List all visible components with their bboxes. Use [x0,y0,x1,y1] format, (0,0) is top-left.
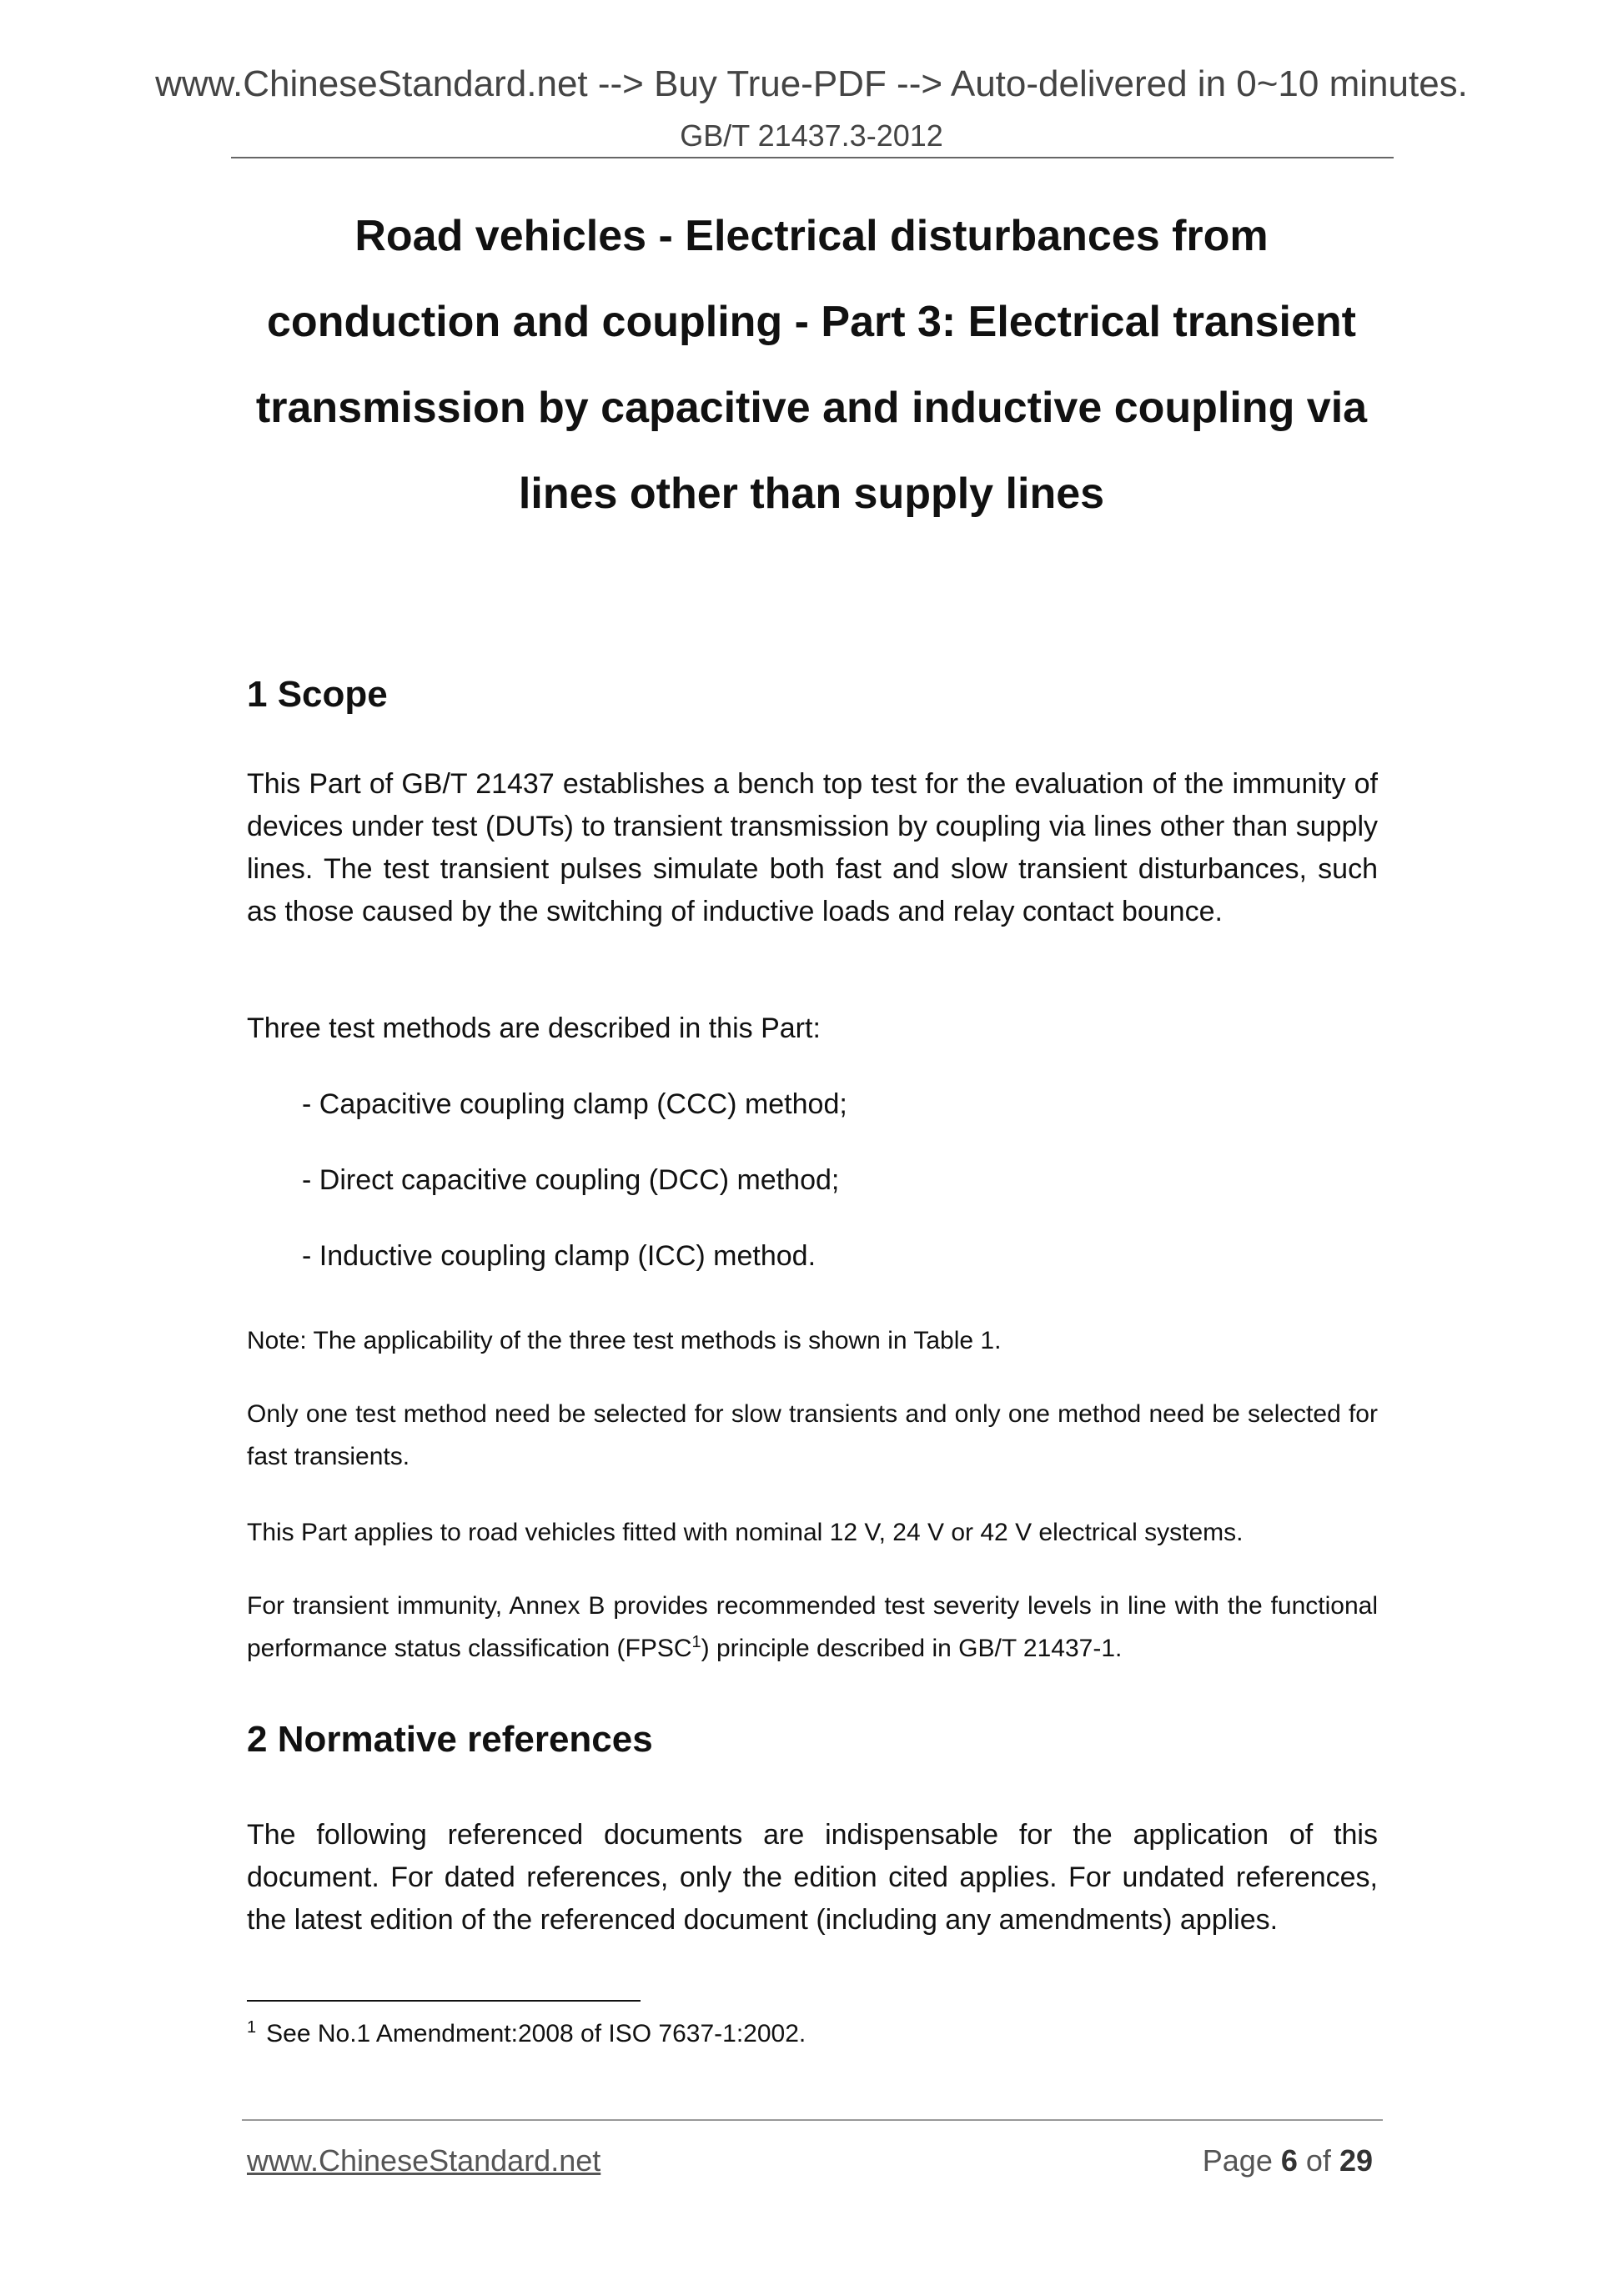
method-item: - Direct capacitive coupling (DCC) method; [302,1164,840,1196]
method-item: - Capacitive coupling clamp (CCC) method; [302,1088,847,1120]
title-line: Road vehicles - Electrical disturbances from [354,212,1269,260]
page-total: 29 [1339,2143,1373,2178]
note-text: Note: The applicability of the three test methods is shown in Table 1. [247,1327,1002,1354]
standard-code: GB/T 21437.3-2012 [680,118,943,153]
footnote-divider [247,2000,641,2002]
applicability-paragraph: This Part applies to road vehicles fitted with nominal 12 V, 24 V or 42 V electrical systems. [247,1519,1244,1546]
document-title [200,193,1423,537]
header-banner[interactable]: www.ChineseStandard.net --> Buy True-PDF --> Auto-delivered in 0~10 minutes. [155,63,1468,104]
method-selection-paragraph: Only one test method need be selected for slow transients and only one method need be selected for fast transients. [247,1400,1378,1470]
severity-text-b: ) principle described in GB/T 21437-1. [701,1635,1123,1662]
scope-paragraph: This Part of GB/T 21437 establishes a bench top test for the evaluation of the immunity of devices under test (DUTs) to transient transmission by coupling via lines other than supply lines. The test transient pulses simulate both fast and slow transient disturbances, such as those caused by the switching of inductive loads and relay contact bounce. [247,768,1378,927]
section-heading-scope: 1 Scope [247,674,388,715]
footnote [247,2018,806,2048]
title-line: lines other than supply lines [518,470,1105,518]
normative-references-paragraph: The following referenced documents are indispensable for the application of this document. For dated references, only the edition cited applies. For undated references, the latest edition of the referenced document (including any amendments) applies. [247,1819,1378,1936]
severity-paragraph [247,1585,1378,1670]
header-divider [231,157,1394,158]
severity-text-a: For transient immunity, Annex B provides recommended test severity levels in line with the functional performance status classification (FPSC [247,1592,1378,1662]
footer-site-link[interactable]: www.ChineseStandard.net [247,2143,601,2178]
page-of: of [1305,2143,1331,2178]
section-heading-normative-references: 2 Normative references [247,1719,653,1760]
page-prefix: Page [1202,2143,1273,2178]
footnote-mark: 1 [247,2018,257,2037]
title-line: transmission by capacitive and inductive coupling via [255,384,1368,432]
page-number [1203,2143,1373,2178]
methods-intro: Three test methods are described in this Part: [247,1012,821,1044]
footer-divider [242,2119,1383,2121]
footnote-text: See No.1 Amendment:2008 of ISO 7637-1:2002. [266,2020,806,2047]
title-line: conduction and coupling - Part 3: Electrical transient [267,298,1356,346]
footnote-reference[interactable]: 1 [691,1633,701,1651]
page-current: 6 [1280,2143,1298,2178]
method-item: - Inductive coupling clamp (ICC) method. [302,1240,817,1272]
